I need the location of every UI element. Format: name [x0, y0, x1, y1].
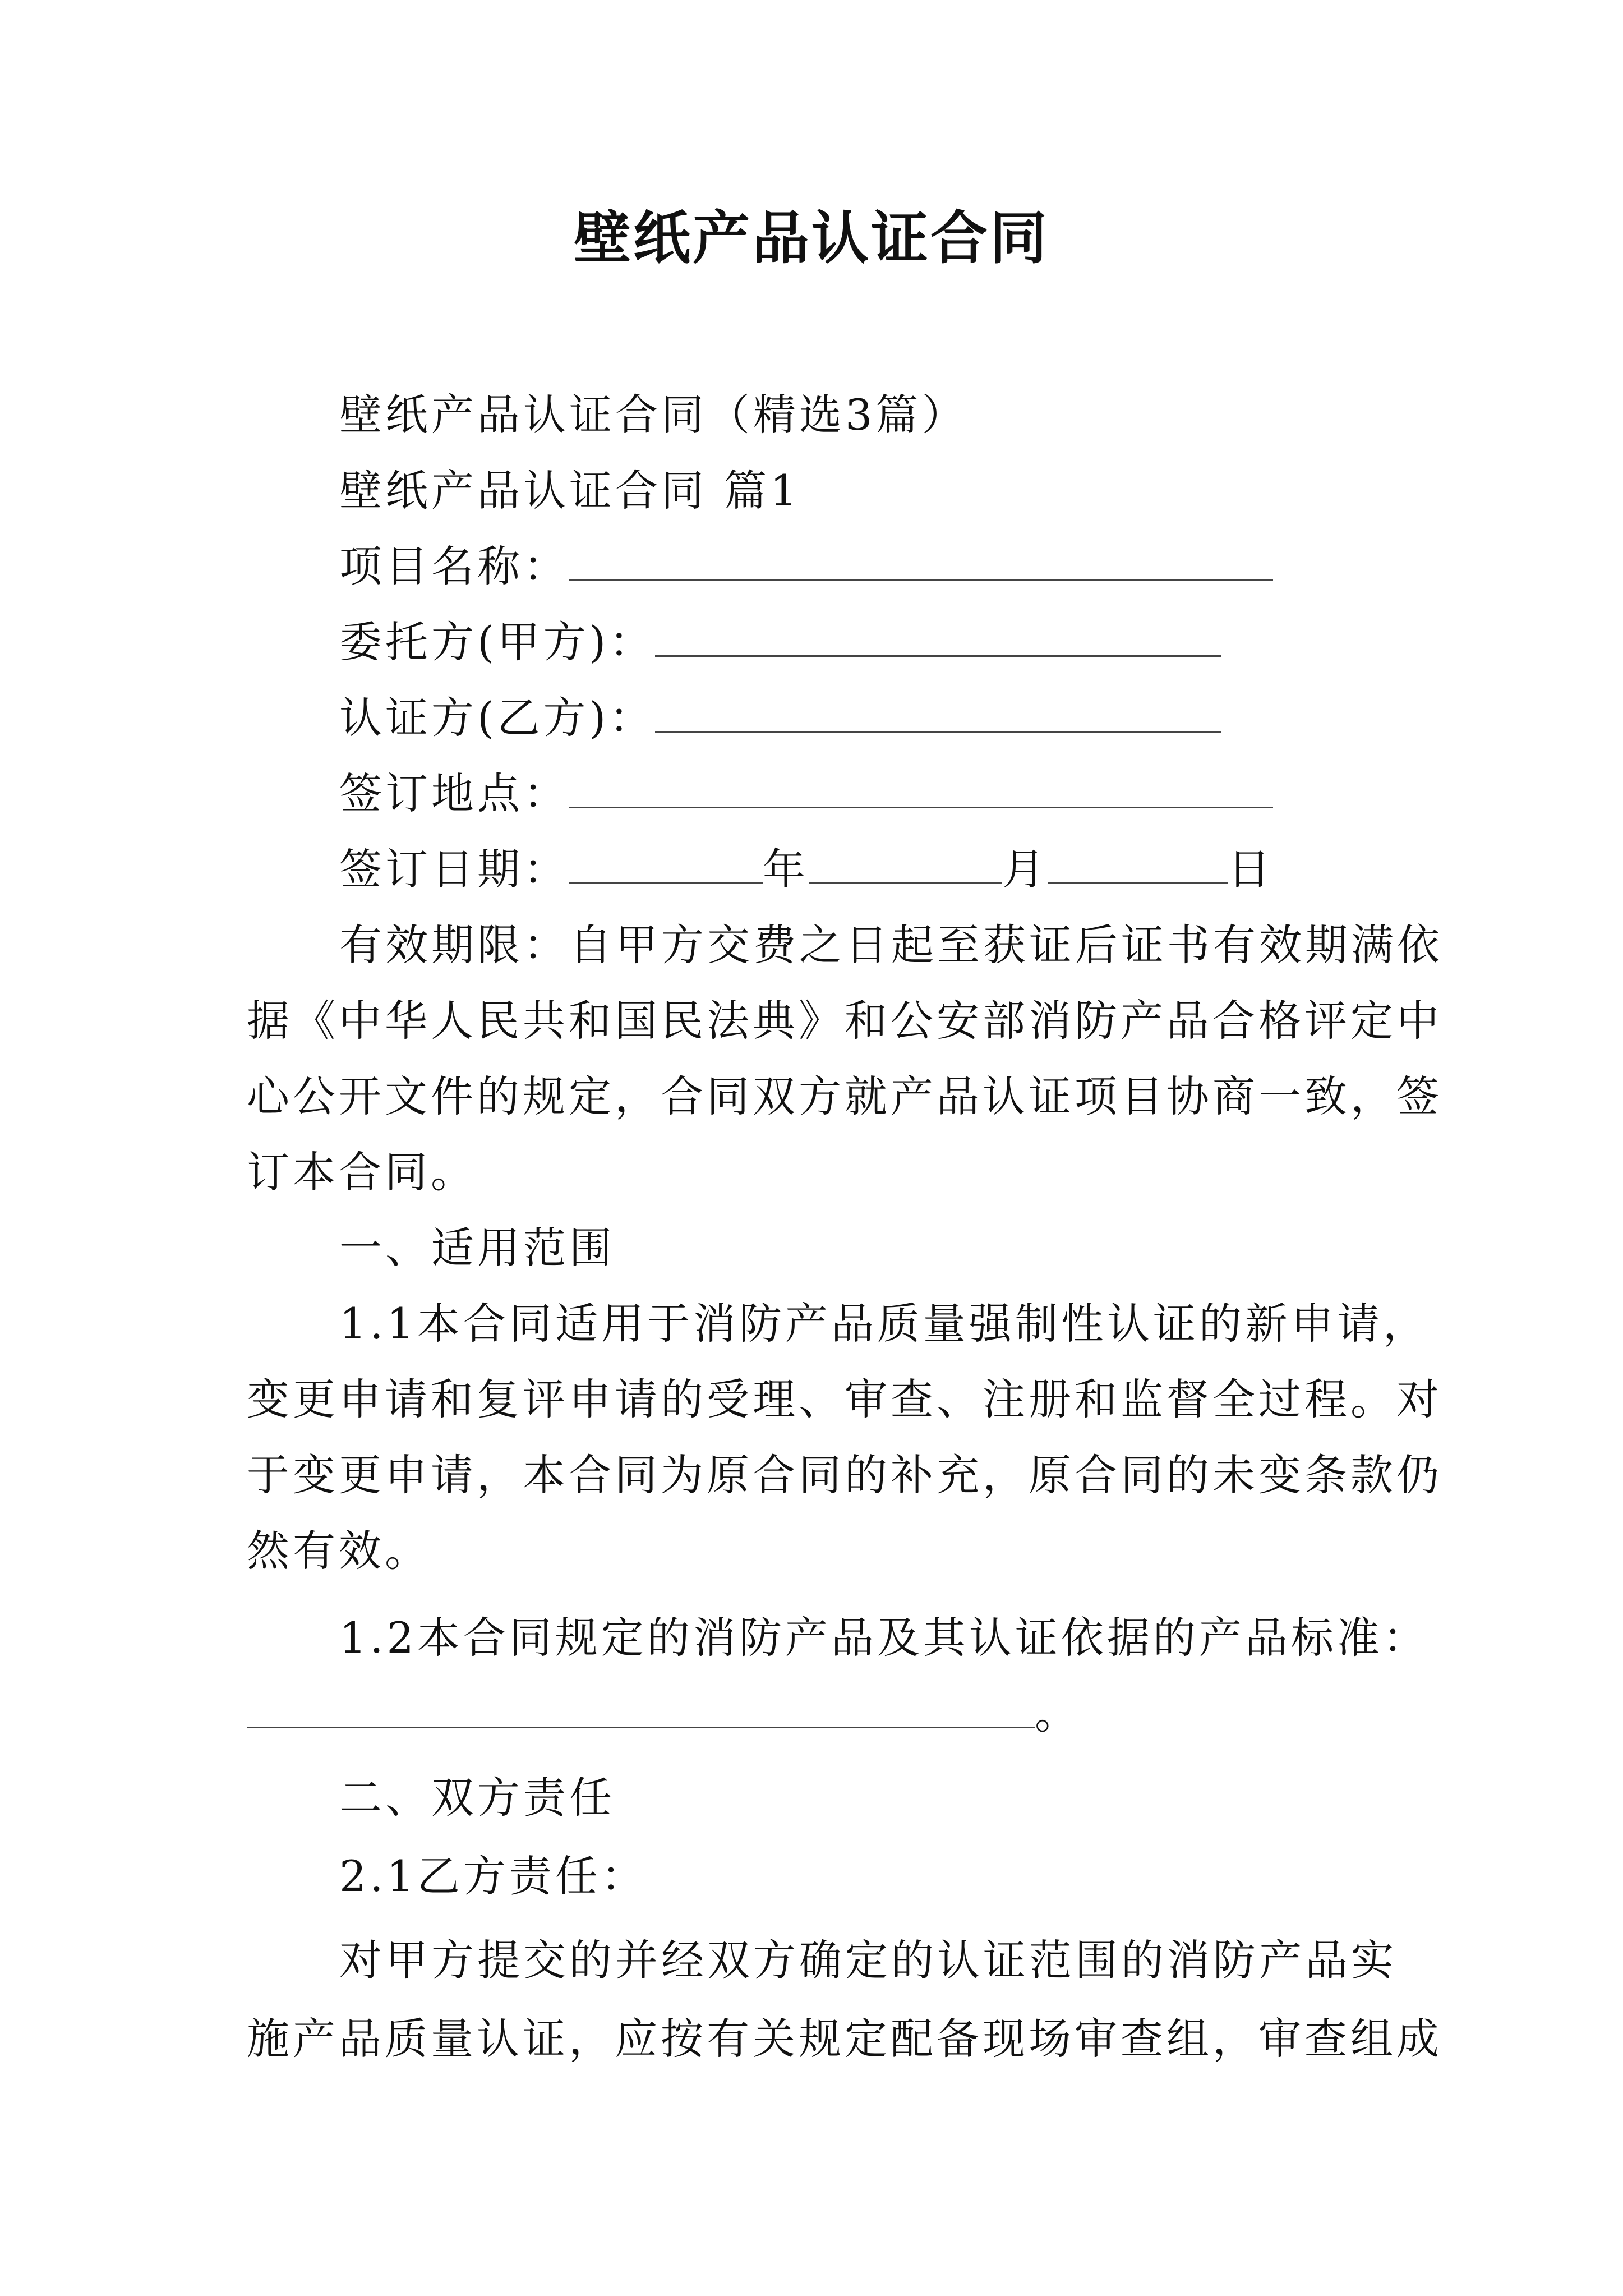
year-blank	[569, 844, 763, 884]
month-label: 月	[1002, 844, 1048, 894]
client-label: 委托方(甲方)：	[339, 617, 656, 667]
validity-line-3: 心公开文件的规定，合同双方就产品认证项目协商一致，签	[247, 1071, 1442, 1121]
certifier-label: 认证方(乙方)：	[339, 693, 656, 743]
sign-date-label: 签订日期：	[339, 844, 569, 894]
sign-place-row	[339, 763, 1273, 825]
certifier-row	[339, 687, 1221, 749]
day-label: 日	[1228, 844, 1274, 894]
document-title: 壁纸产品认证合同	[574, 205, 1049, 272]
validity-line-4: 订本合同。	[247, 1147, 477, 1197]
section1-p1-line-1: 1.1本合同适用于消防产品质量强制性认证的新申请，	[339, 1299, 1429, 1349]
year-label: 年	[763, 844, 809, 894]
client-blank	[655, 617, 1221, 657]
standard-period: 。	[1035, 1688, 1081, 1738]
section1-p2-line-2	[247, 1683, 1081, 1745]
section1-heading: 一、适用范围	[339, 1223, 615, 1273]
project-name-row	[339, 536, 1273, 597]
section2-p-line-1: 对甲方提交的并经双方确定的认证范围的消防产品实	[339, 1935, 1397, 1985]
sign-place-blank	[569, 769, 1273, 808]
project-name-blank	[569, 541, 1273, 581]
month-blank	[809, 844, 1002, 884]
validity-line-2: 据《中华人民共和国民法典》和公安部消防产品合格评定中	[247, 996, 1442, 1046]
section1-p1-line-3: 于变更申请，本合同为原合同的补充，原合同的未变条款仍	[247, 1450, 1442, 1500]
section2-heading: 二、双方责任	[339, 1773, 615, 1823]
validity-line-1: 有效期限：自甲方交费之日起至获证后证书有效期满依	[339, 920, 1443, 970]
certifier-blank	[655, 693, 1221, 733]
section1-p1-line-2: 变更申请和复评申请的受理、审查、注册和监督全过程。对	[247, 1374, 1442, 1424]
sign-place-label: 签订地点：	[339, 769, 569, 818]
section2-sub-heading: 2.1乙方责任：	[339, 1851, 647, 1901]
section2-p-line-2: 施产品质量认证，应按有关规定配备现场审查组，审查组成	[247, 2014, 1442, 2064]
document-subtitle: 壁纸产品认证合同（精选3篇）	[339, 390, 968, 440]
part-heading: 壁纸产品认证合同 篇1	[339, 466, 801, 516]
client-row	[339, 611, 1221, 673]
day-blank	[1048, 844, 1228, 884]
section1-p1-line-4: 然有效。	[247, 1526, 431, 1576]
standard-blank	[247, 1688, 1035, 1728]
sign-date-row	[339, 839, 1274, 900]
section1-p2-line-1: 1.2本合同规定的消防产品及其认证依据的产品标准：	[339, 1613, 1429, 1663]
project-name-label: 项目名称：	[339, 541, 569, 591]
